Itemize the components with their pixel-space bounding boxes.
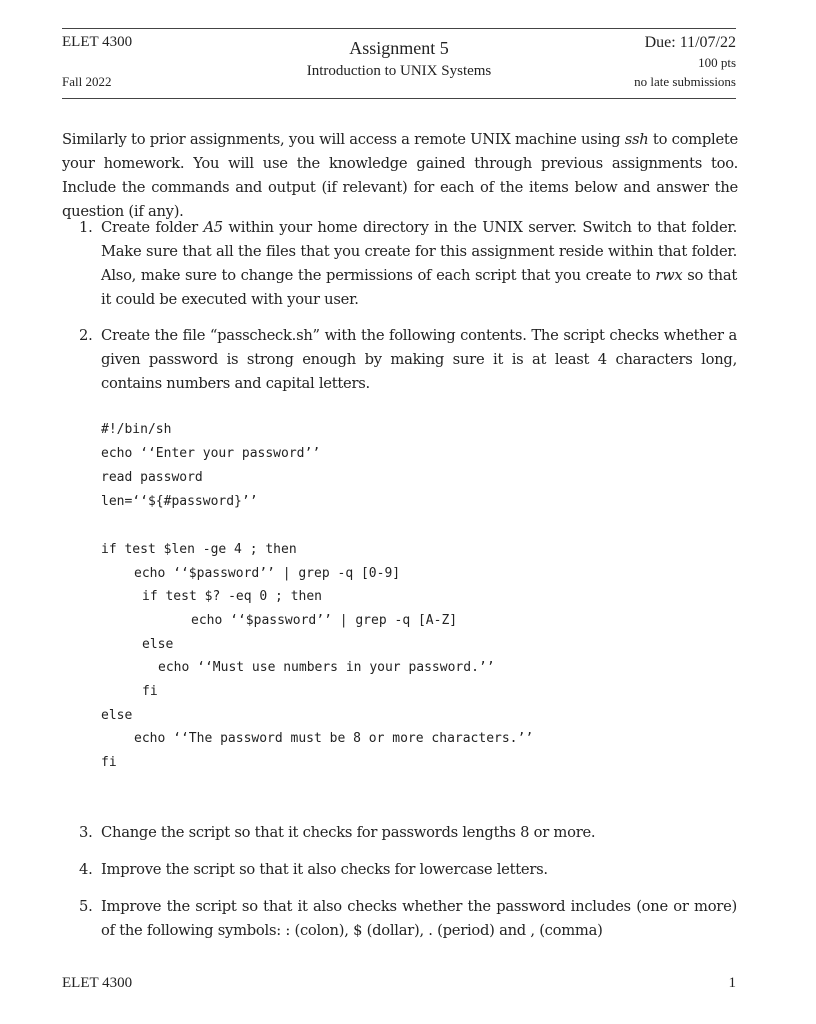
intro-text-start: Similarly to prior assignments, you will access a remote UNIX machine using <box>62 131 625 148</box>
page-number: 1 <box>728 975 736 991</box>
ssh-term: ssh <box>624 131 649 148</box>
item-text: Create the file “passcheck.sh” with the following contents. The script checks whether a given password is strong enough by making sure it is at least 4 characters long, contains numbers and capital letters. <box>101 327 737 392</box>
late-policy: no late submissions <box>634 74 736 89</box>
item-text: Improve the script so that it also checks for lowercase letters. <box>101 861 548 878</box>
item-number: 1. <box>79 219 93 236</box>
intro-text-end: to complete your homework. You will use the knowledge gained through previous assignments too. Include the commands and output (if relevant) for each of the items below and answer the question (if any). <box>62 131 738 220</box>
item-text: within your home directory in the UNIX server. Switch to that folder. Make sure that all the files that you create for this assignment reside within that folder. Also, make sure to change the permissions of each script that you create to <box>101 219 737 284</box>
header-top-rule <box>62 28 736 29</box>
code-line: echo ‘‘$password’’ | grep -q [A-Z] <box>191 613 458 628</box>
code-line: else <box>101 708 133 723</box>
assignment-subtitle: Introduction to UNIX Systems <box>306 63 492 79</box>
due-date: Due: 11/07/22 <box>644 34 736 51</box>
permission-term: rwx <box>655 267 683 284</box>
item-text: Create folder <box>101 219 204 236</box>
header-course: ELET 4300 <box>62 34 133 50</box>
folder-name: A5 <box>203 219 223 236</box>
list-item <box>79 858 737 882</box>
code-line: echo ‘‘Must use numbers in your password.’’ <box>158 660 495 675</box>
intro-paragraph <box>62 128 738 224</box>
item-number: 5. <box>79 898 93 915</box>
list-item <box>79 895 737 943</box>
item-text: Improve the script so that it also checks whether the password includes (one or more) of the following symbols: : (colon), $ (dollar), . (period) and , (comma) <box>101 898 737 939</box>
list-item <box>79 821 737 845</box>
list-item <box>79 216 737 312</box>
header-bottom-rule <box>62 98 736 99</box>
item-number: 3. <box>79 824 93 841</box>
code-line: echo ‘‘The password must be 8 or more characters.’’ <box>134 731 534 746</box>
item-number: 2. <box>79 327 93 344</box>
code-line: fi <box>101 755 117 770</box>
code-line: fi <box>142 684 158 699</box>
code-line: #!/bin/sh <box>101 422 172 437</box>
item-text: Change the script so that it checks for passwords lengths 8 or more. <box>101 824 596 841</box>
code-line: if test $? -eq 0 ; then <box>142 589 323 604</box>
code-line: else <box>142 637 174 652</box>
code-line: if test $len -ge 4 ; then <box>101 542 297 557</box>
code-line: len=‘‘${#password}’’ <box>101 494 258 509</box>
item-text: so that it could be executed with your user. <box>101 267 737 308</box>
list-item <box>79 324 737 396</box>
item-number: 4. <box>79 861 93 878</box>
code-line: read password <box>101 470 203 485</box>
header-term: Fall 2022 <box>62 74 112 89</box>
code-line: echo ‘‘Enter your password’’ <box>101 446 321 461</box>
code-line: echo ‘‘$password’’ | grep -q [0-9] <box>134 566 401 581</box>
assignment-title: Assignment 5 <box>349 38 449 58</box>
points: 100 pts <box>698 55 736 70</box>
footer-course: ELET 4300 <box>62 975 133 991</box>
